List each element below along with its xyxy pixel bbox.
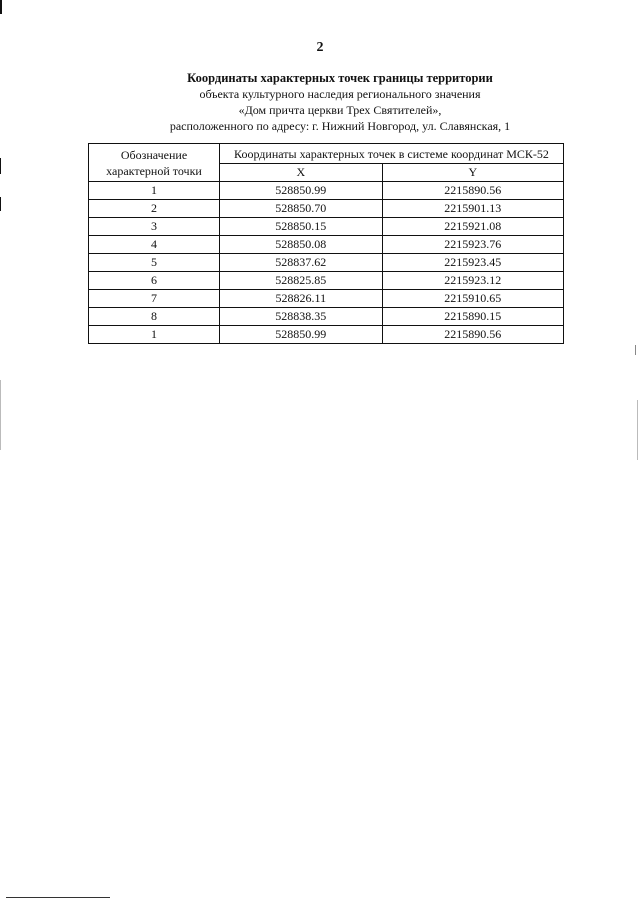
- header-y: Y: [382, 164, 563, 182]
- header-x: X: [220, 164, 383, 182]
- point-id: 1: [89, 326, 220, 344]
- scan-edge-mark: [0, 380, 1, 450]
- document-title: Координаты характерных точек границы территории: [187, 71, 493, 85]
- page-number: 2: [316, 40, 324, 55]
- document-heading: [0, 70, 640, 134]
- point-id: 1: [89, 182, 220, 200]
- point-id: 7: [89, 290, 220, 308]
- coord-y: 2215923.76: [382, 236, 563, 254]
- scan-edge-mark: [635, 345, 636, 355]
- coord-x: 528837.62: [220, 254, 383, 272]
- header-coordinates-group: Координаты характерных точек в системе координат МСК-52: [220, 144, 564, 164]
- coord-y: 2215923.45: [382, 254, 563, 272]
- point-id: 3: [89, 218, 220, 236]
- header-point-label: Обозначение характерной точки: [89, 144, 220, 182]
- scan-edge-mark: [0, 158, 1, 174]
- table-row: [89, 308, 564, 326]
- coord-y: 2215910.65: [382, 290, 563, 308]
- coord-x: 528838.35: [220, 308, 383, 326]
- coord-y: 2215890.15: [382, 308, 563, 326]
- coord-y: 2215901.13: [382, 200, 563, 218]
- table-row: [89, 236, 564, 254]
- table-row: [89, 254, 564, 272]
- heading-line-address: расположенного по адресу: г. Нижний Новгород, ул. Славянская, 1: [169, 119, 511, 133]
- coord-y: 2215890.56: [382, 326, 563, 344]
- table-row: [89, 200, 564, 218]
- table-row: [89, 290, 564, 308]
- table-row: [89, 272, 564, 290]
- table-row: [89, 218, 564, 236]
- coord-x: 528850.99: [220, 326, 383, 344]
- table-row: [89, 326, 564, 344]
- heading-line-object: объекта культурного наследия регионального значения: [199, 87, 481, 101]
- point-id: 6: [89, 272, 220, 290]
- coord-y: 2215890.56: [382, 182, 563, 200]
- scan-edge-mark: [0, 197, 1, 211]
- footer-rule: [6, 897, 110, 898]
- scan-edge-mark: [637, 400, 638, 460]
- coord-x: 528850.70: [220, 200, 383, 218]
- coord-x: 528850.99: [220, 182, 383, 200]
- coord-x: 528850.15: [220, 218, 383, 236]
- point-id: 5: [89, 254, 220, 272]
- coord-x: 528826.11: [220, 290, 383, 308]
- point-id: 8: [89, 308, 220, 326]
- coord-y: 2215923.12: [382, 272, 563, 290]
- point-id: 4: [89, 236, 220, 254]
- table-row: [89, 182, 564, 200]
- coordinates-table: [88, 143, 564, 344]
- heading-line-name: «Дом причта церкви Трех Святителей»,: [238, 103, 442, 117]
- coord-y: 2215921.08: [382, 218, 563, 236]
- scan-edge-mark: [0, 0, 2, 14]
- coord-x: 528825.85: [220, 272, 383, 290]
- coord-x: 528850.08: [220, 236, 383, 254]
- point-id: 2: [89, 200, 220, 218]
